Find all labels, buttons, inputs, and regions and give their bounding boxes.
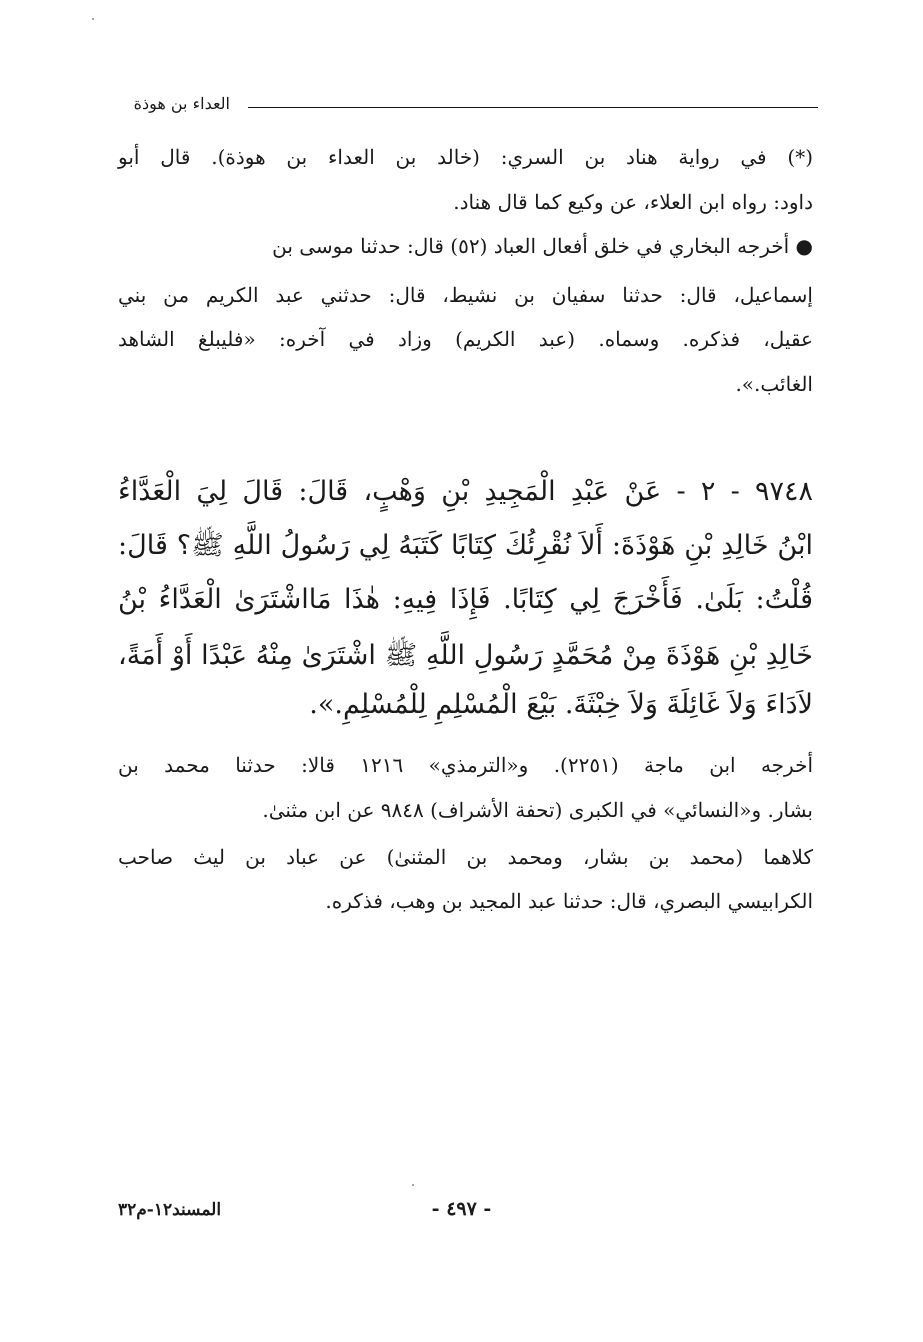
- hadith-line: خَالِدِ بْنِ هَوْذَةَ مِنْ مُحَمَّدٍ رَسُولِ اللَّهِ ﷺ اشْتَرَىٰ مِنْهُ عَبْدًا أَوْ أَمَةً،: [118, 640, 813, 671]
- hadith-line: قُلْتُ: بَلَىٰ. فَأَخْرَجَ لِي كِتَابًا. فَإِذَا فِيهِ: هٰذَا مَااشْتَرَىٰ الْعَدَّاءُ بْنُ: [118, 584, 813, 615]
- note-line: داود: رواه ابن العلاء، عن وكيع كما قال هناد.: [453, 190, 813, 214]
- note-line: (*) في رواية هناد بن السري: (خالد بن العداء بن هوذة). قال أبو: [118, 145, 813, 169]
- takhrij-line: كلاهما (محمد بن بشار، ومحمد بن المثنىٰ) عن عباد بن ليث صاحب: [118, 845, 813, 869]
- takhrij-line: الغائب.».: [735, 372, 813, 396]
- takhrij-line: [118, 234, 813, 258]
- header-rule: [248, 107, 818, 108]
- takhrij-line: الكرابيسي البصري، قال: حدثنا عبد المجيد بن وهب، فذكره.: [325, 889, 813, 913]
- volume-signature: المسند١٢-م٣٢: [118, 1200, 222, 1220]
- scan-speck: [92, 18, 94, 20]
- bullet-icon: ●: [795, 234, 813, 258]
- takhrij-line: بشار. و«النسائي» في الكبرى (تحفة الأشراف) ٩٨٤٨ عن ابن مثنىٰ.: [262, 798, 813, 822]
- page-number: - ٤٩٧ -: [431, 1198, 492, 1220]
- hadith-line: لاَدَاءَ وَلاَ غَائِلَةَ وَلاَ خِبْثَةَ. بَيْعَ الْمُسْلِمِ لِلْمُسْلِمِ.».: [309, 689, 813, 720]
- scan-speck: [412, 1184, 414, 1186]
- takhrij-text: أخرجه البخاري في خلق أفعال العباد (٥٢) قال: حدثنا موسى بن: [272, 234, 790, 258]
- hadith-line: ٩٧٤٨ - ٢ - عَنْ عَبْدِ الْمَجِيدِ بْنِ وَهْبٍ، قَالَ: قَالَ لِيَ الْعَدَّاءُ: [118, 476, 813, 507]
- takhrij-line: إسماعيل، قال: حدثنا سفيان بن نشيط، قال: حدثني عبد الكريم من بني: [118, 283, 813, 307]
- hadith-line: ابْنُ خَالِدِ بْنِ هَوْذَةَ: أَلاَ نُقْرِئُكَ كِتَابًا كَتَبَهُ لِي رَسُولُ اللَّهِ ﷺ؟ قَالَ:: [118, 530, 813, 561]
- takhrij-line: أخرجه ابن ماجة (٢٢٥١). و«الترمذي» ١٢١٦ قالا: حدثنا محمد بن: [118, 753, 813, 777]
- takhrij-line: عقيل، فذكره. وسماه. (عبد الكريم) وزاد في آخره: «فليبلغ الشاهد: [118, 327, 813, 351]
- running-header-title: العداء بن هوذة: [133, 94, 230, 113]
